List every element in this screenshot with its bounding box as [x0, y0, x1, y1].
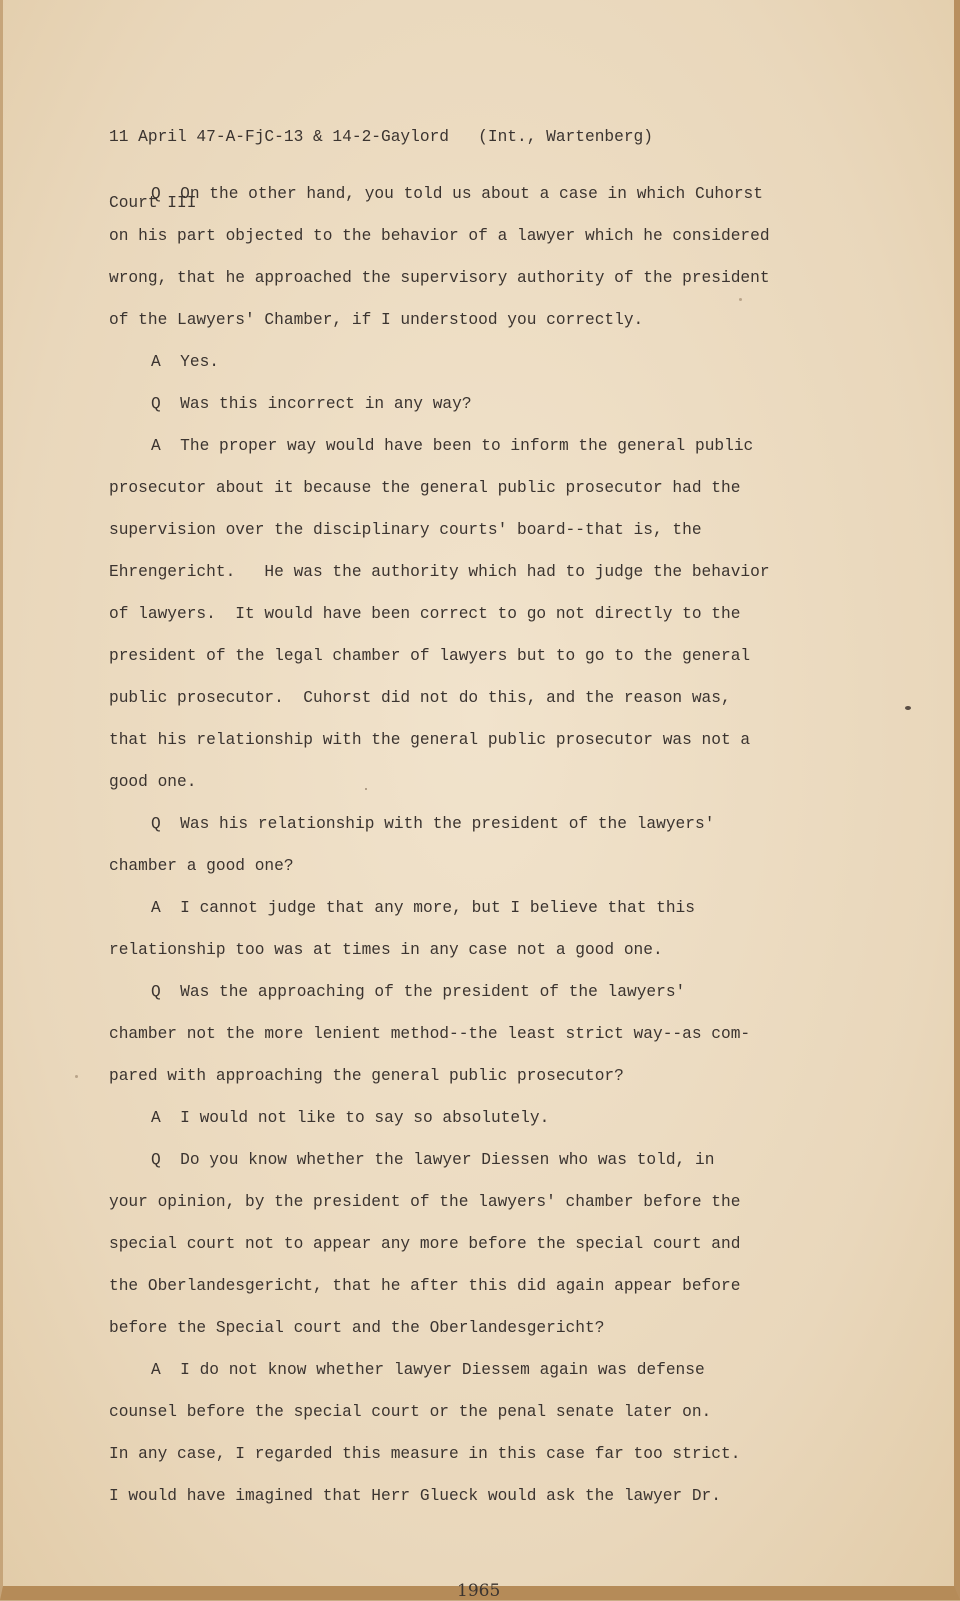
- transcript-line: A The proper way would have been to inform the general public: [151, 437, 754, 455]
- transcript-line: special court not to appear any more before the special court and: [109, 1235, 741, 1253]
- transcript-line: A I cannot judge that any more, but I believe that this: [151, 899, 695, 917]
- transcript-line: Q On the other hand, you told us about a case in which Cuhorst: [151, 185, 763, 203]
- transcript-line: public prosecutor. Cuhorst did not do this, and the reason was,: [109, 689, 731, 707]
- transcript-line: Ehrengericht. He was the authority which had to judge the behavior: [109, 563, 770, 581]
- transcript-line: counsel before the special court or the penal senate later on.: [109, 1403, 712, 1421]
- transcript-line: wrong, that he approached the supervisory authority of the president: [109, 269, 770, 287]
- transcript-line: Q Was his relationship with the president of the lawyers': [151, 815, 715, 833]
- transcript-line: chamber a good one?: [109, 857, 294, 875]
- transcript-line: Q Do you know whether the lawyer Diessen who was told, in: [151, 1151, 715, 1169]
- header-court-line: Court III: [109, 194, 197, 212]
- page-number: 1965: [457, 1581, 501, 1601]
- transcript-line: A I would not like to say so absolutely.: [151, 1109, 550, 1127]
- transcript-line: pared with approaching the general public prosecutor?: [109, 1067, 624, 1085]
- header-case-line: 11 April 47-A-FjC-13 & 14-2-Gaylord (Int., Wartenberg): [109, 128, 653, 146]
- transcript-line: the Oberlandesgericht, that he after this did again appear before: [109, 1277, 741, 1295]
- paper-speck: [905, 706, 911, 710]
- transcript-line: on his part objected to the behavior of a lawyer which he considered: [109, 227, 770, 245]
- transcript-line: of the Lawyers' Chamber, if I understood you correctly.: [109, 311, 644, 329]
- transcript-line: before the Special court and the Oberlandesgericht?: [109, 1319, 605, 1337]
- transcript-line: relationship too was at times in any case not a good one.: [109, 941, 663, 959]
- transcript-line: your opinion, by the president of the lawyers' chamber before the: [109, 1193, 741, 1211]
- transcript-line: Q Was this incorrect in any way?: [151, 395, 472, 413]
- transcript-line: chamber not the more lenient method--the least strict way--as com-: [109, 1025, 751, 1043]
- paper-speck: [75, 1075, 78, 1078]
- transcript-body: [109, 181, 821, 1525]
- transcript-line: of lawyers. It would have been correct to go not directly to the: [109, 605, 741, 623]
- transcript-line: I would have imagined that Herr Glueck would ask the lawyer Dr.: [109, 1487, 721, 1505]
- transcript-line: Q Was the approaching of the president of the lawyers': [151, 983, 686, 1001]
- transcript-line: good one.: [109, 773, 197, 791]
- transcript-line: A Yes.: [151, 353, 219, 371]
- transcript-line: supervision over the disciplinary courts' board--that is, the: [109, 521, 702, 539]
- transcript-line: prosecutor about it because the general public prosecutor had the: [109, 479, 741, 497]
- transcript-line: president of the legal chamber of lawyers but to go to the general: [109, 647, 751, 665]
- transcript-line: that his relationship with the general public prosecutor was not a: [109, 731, 751, 749]
- paper-speck: [365, 788, 367, 790]
- transcript-line: In any case, I regarded this measure in this case far too strict.: [109, 1445, 741, 1463]
- paper-speck: [739, 298, 742, 301]
- transcript-line: A I do not know whether lawyer Diessem again was defense: [151, 1361, 705, 1379]
